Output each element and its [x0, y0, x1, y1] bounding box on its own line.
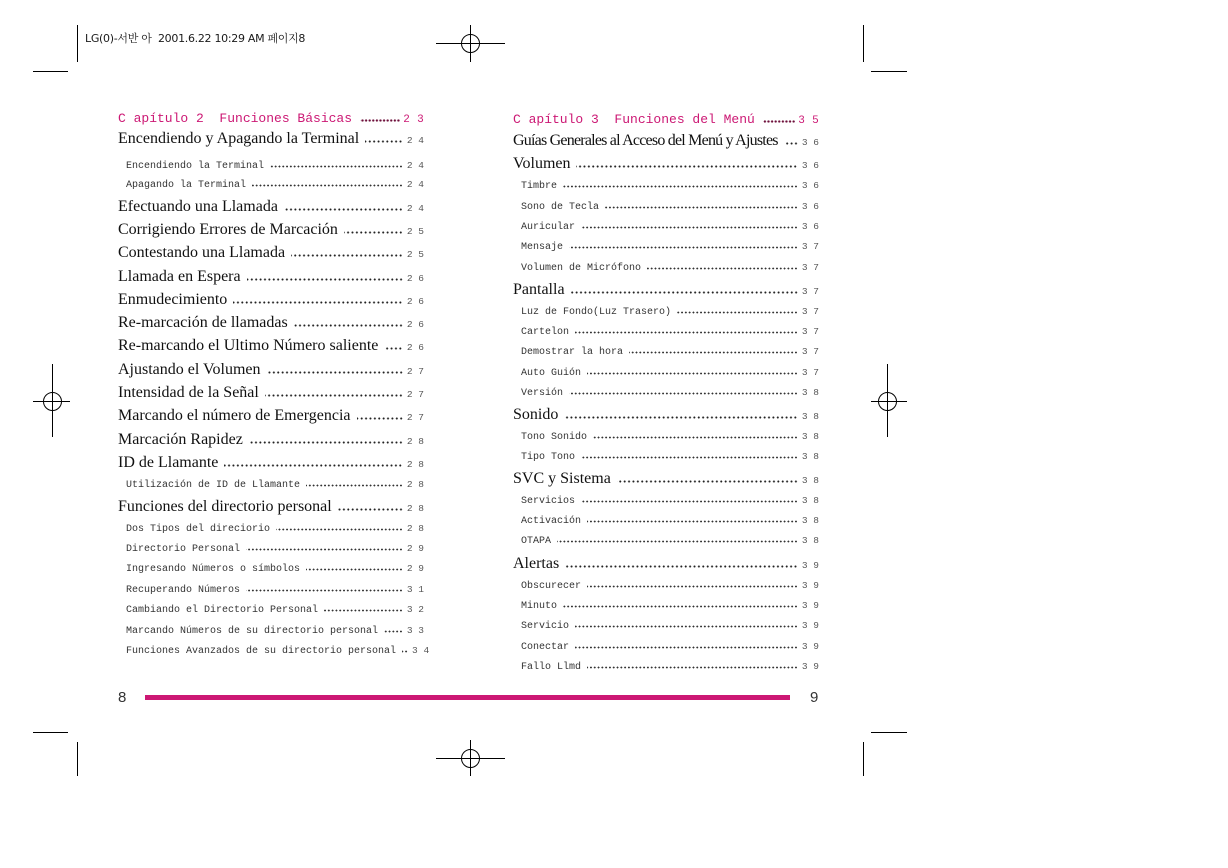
page-number: 2 6	[406, 273, 424, 284]
entry-title: Marcando Números de su directorio personal	[126, 625, 379, 637]
page-number: 2 8	[406, 459, 424, 470]
dot-leader	[576, 165, 797, 168]
dot-leader	[587, 520, 798, 523]
crop-mark-top-left	[33, 25, 78, 72]
toc-subitem-row	[513, 240, 819, 254]
dot-leader	[557, 540, 798, 543]
entry-title: Minuto	[521, 600, 558, 612]
toc-subitem-row	[513, 261, 819, 275]
page-number: 2 9	[406, 562, 424, 574]
dot-leader	[344, 231, 403, 234]
toc-section-row	[513, 405, 819, 425]
dot-leader	[575, 625, 798, 628]
toc-section-row	[118, 336, 424, 356]
toc-subitem-row	[118, 562, 424, 576]
page-number: 2 5	[406, 249, 424, 260]
dot-leader	[291, 254, 403, 257]
page-number: 3 7	[801, 345, 819, 357]
entry-title: Sonido	[513, 406, 559, 423]
entry-title: Efectuando una Llamada	[118, 198, 278, 215]
toc-section-row	[118, 197, 424, 217]
dot-leader	[563, 185, 798, 188]
entry-title: Cartelon	[521, 326, 570, 338]
dot-leader	[284, 208, 403, 211]
dot-leader	[565, 565, 798, 568]
entry-title: OTAPA	[521, 535, 552, 547]
toc-subitem-row	[118, 522, 424, 536]
page-number: 2 7	[406, 366, 424, 377]
entry-title: Enmudecimiento	[118, 291, 228, 308]
registration-mark-top	[436, 25, 505, 62]
entry-title: Sono de Tecla	[521, 201, 600, 213]
page-number: 3 8	[801, 411, 819, 422]
entry-title: Llamada en Espera	[118, 268, 241, 285]
page-number: 2 7	[406, 389, 424, 400]
toc-subitem-row	[513, 494, 819, 508]
page-number: 3 9	[801, 640, 819, 652]
page-number: 3 6	[801, 160, 819, 171]
entry-title: Intensidad de la Señal	[118, 384, 259, 401]
toc-subitem-row	[118, 624, 424, 638]
dot-leader	[569, 392, 798, 395]
toc-section-row	[118, 313, 424, 333]
chapter-title: C apítulo 3 Funciones del Menú	[513, 112, 755, 127]
page-number: 3 9	[801, 579, 819, 591]
toc-subitem-row	[513, 599, 819, 613]
page-number: 2 5	[406, 226, 424, 237]
page-number: 3 6	[801, 200, 819, 212]
toc-section-row	[118, 220, 424, 240]
toc-column-left	[118, 0, 430, 690]
page-number: 2 4	[406, 178, 424, 190]
page-number: 3 6	[801, 137, 819, 148]
dot-leader	[402, 650, 408, 653]
dot-leader	[384, 347, 403, 350]
entry-title: Ajustando el Volumen	[118, 361, 261, 378]
entry-title: Marcando el número de Emergencia	[118, 407, 351, 424]
dot-leader	[249, 441, 403, 444]
dot-leader	[267, 371, 403, 374]
dot-leader	[265, 394, 403, 397]
dot-leader	[587, 372, 798, 375]
dot-leader	[357, 417, 403, 420]
page-number: 2 3	[403, 114, 424, 126]
dot-leader	[587, 666, 798, 669]
entry-title: Fallo Llmd	[521, 661, 582, 673]
entry-title: Volumen	[513, 155, 571, 172]
toc-section-row	[118, 497, 424, 517]
entry-title: Mensaje	[521, 241, 564, 253]
toc-subitem-row	[513, 660, 819, 674]
toc-section-row	[118, 360, 424, 380]
page-number: 3 6	[801, 179, 819, 191]
entry-title: Apagando la Terminal	[126, 179, 247, 191]
toc-subitem-row	[513, 179, 819, 193]
page-number: 3 4	[412, 644, 430, 656]
entry-title: Cambiando el Directorio Personal	[126, 604, 319, 616]
dot-leader	[365, 140, 403, 143]
dot-leader	[306, 568, 403, 571]
toc-subitem-row	[513, 305, 819, 319]
toc-subitem-row	[513, 579, 819, 593]
toc-subitem-row	[513, 366, 819, 380]
page-number: 2 7	[406, 412, 424, 423]
entry-title: Servicios	[521, 495, 576, 507]
entry-title: Auto Guión	[521, 367, 582, 379]
dot-leader	[324, 609, 403, 612]
page-number: 3 1	[406, 583, 424, 595]
page-number: 3 7	[801, 240, 819, 252]
page-number: 3 9	[801, 619, 819, 631]
page-number: 2 6	[406, 296, 424, 307]
entry-title: Servicio	[521, 620, 570, 632]
dot-leader	[593, 436, 798, 439]
toc-subitem-row	[118, 542, 424, 556]
toc-section-row	[513, 469, 819, 489]
entry-title: Encendiendo la Terminal	[126, 160, 265, 172]
dot-leader	[575, 646, 798, 649]
toc-section-row	[118, 383, 424, 403]
toc-subitem-row	[513, 534, 819, 548]
toc-subitem-row	[118, 583, 424, 597]
toc-section-row	[513, 154, 819, 174]
dot-leader	[338, 508, 403, 511]
dot-leader	[784, 142, 798, 145]
dot-leader	[252, 184, 403, 187]
page-number: 2 9	[406, 542, 424, 554]
page-number: 2 4	[406, 203, 424, 214]
dot-leader	[581, 500, 798, 503]
page-number: 3 8	[801, 386, 819, 398]
entry-title: Funciones del directorio personal	[118, 498, 332, 515]
dot-leader	[246, 589, 403, 592]
dot-leader	[617, 480, 798, 483]
entry-title: Conectar	[521, 641, 570, 653]
page-number: 2 6	[406, 342, 424, 353]
entry-title: Ingresando Números o símbolos	[126, 563, 301, 575]
dot-leader	[384, 630, 403, 633]
page-number: 2 8	[406, 522, 424, 534]
dot-leader	[294, 324, 403, 327]
toc-section-row	[513, 554, 819, 574]
folio-left: 8	[118, 689, 127, 706]
entry-title: Utilización de ID de Llamante	[126, 479, 301, 491]
page-number: 2 6	[406, 319, 424, 330]
page-number: 2 8	[406, 478, 424, 490]
entry-title: Volumen de Micrófono	[521, 262, 642, 274]
entry-title: Obscurecer	[521, 580, 582, 592]
footer-rule	[145, 695, 790, 700]
dot-leader	[224, 464, 402, 467]
toc-subitem-row	[513, 430, 819, 444]
dot-leader	[276, 528, 403, 531]
dot-leader	[677, 311, 798, 314]
print-slug: LG(0)-서반 아 2001.6.22 10:29 AM 페이지8	[85, 32, 306, 45]
dot-leader	[563, 605, 798, 608]
page-number: 3 8	[801, 450, 819, 462]
page-number: 2 8	[406, 436, 424, 447]
page-number: 3 8	[801, 430, 819, 442]
entry-title: Tipo Tono	[521, 451, 576, 463]
entry-title: Re-marcación de llamadas	[118, 314, 288, 331]
page-number: 3 8	[801, 534, 819, 546]
dot-leader	[571, 291, 798, 294]
toc-subitem-row	[118, 478, 424, 492]
entry-title: Directorio Personal	[126, 543, 241, 555]
entry-title: Dos Tipos del direciorio	[126, 523, 271, 535]
dot-leader	[564, 416, 798, 419]
entry-title: Demostrar la hora	[521, 346, 624, 358]
toc-section-row	[513, 280, 819, 300]
entry-title: Luz de Fondo(Luz Trasero)	[521, 306, 672, 318]
entry-title: Corrigiendo Errores de Marcación	[118, 221, 338, 238]
toc-subitem-row	[513, 220, 819, 234]
crop-mark-bottom-left	[33, 733, 78, 777]
toc-subitem-row	[118, 159, 424, 173]
toc-section-row	[118, 453, 424, 473]
page-number: 3 7	[801, 286, 819, 297]
dot-leader	[569, 246, 798, 249]
chapter-heading	[118, 111, 424, 127]
toc-subitem-row	[513, 619, 819, 633]
toc-subitem-row	[118, 644, 430, 658]
entry-title: Funciones Avanzados de su directorio personal	[126, 645, 397, 657]
dot-leader	[647, 267, 798, 270]
dot-leader	[605, 206, 798, 209]
toc-section-row	[118, 243, 424, 263]
crop-mark-top-right	[864, 25, 908, 72]
dot-leader	[246, 548, 403, 551]
dot-leader	[581, 226, 798, 229]
toc-section-row	[118, 267, 424, 287]
dot-leader	[233, 301, 403, 304]
toc-subitem-row	[118, 603, 424, 617]
page-number: 3 7	[801, 366, 819, 378]
page-number: 3 9	[801, 599, 819, 611]
toc-subitem-row	[513, 200, 819, 214]
page-number: 3 6	[801, 220, 819, 232]
toc-section-row	[118, 129, 424, 149]
dot-leader	[629, 351, 798, 354]
chapter-title: C apítulo 2 Funciones Básicas	[118, 111, 353, 126]
page-number: 2 8	[406, 503, 424, 514]
toc-column-right	[513, 0, 819, 690]
toc-subitem-row	[513, 450, 819, 464]
entry-title: Guías Generales al Acceso del Menú y Ajustes	[513, 132, 778, 149]
page-number: 3 7	[801, 305, 819, 317]
toc-subitem-row	[118, 178, 424, 192]
page-number: 3 7	[801, 325, 819, 337]
entry-title: Contestando una Llamada	[118, 244, 286, 261]
dot-leader	[270, 165, 403, 168]
dot-leader	[360, 119, 400, 122]
dot-leader	[575, 331, 798, 334]
page-number: 2 4	[406, 159, 424, 171]
entry-title: Recuperando Números	[126, 584, 241, 596]
page-number: 3 5	[798, 115, 819, 127]
toc-subitem-row	[513, 514, 819, 528]
entry-title: Activación	[521, 515, 582, 527]
entry-title: Re-marcando el Ultimo Número saliente	[118, 337, 379, 354]
page-number: 2 4	[406, 135, 424, 146]
entry-title: SVC y Sistema	[513, 470, 611, 487]
crop-mark-bottom-right	[864, 733, 908, 777]
dot-leader	[763, 120, 795, 123]
page-number: 3 3	[406, 624, 424, 636]
registration-mark-left	[33, 364, 70, 437]
entry-title: ID de Llamante	[118, 454, 219, 471]
entry-title: Timbre	[521, 180, 558, 192]
page-number: 3 8	[801, 514, 819, 526]
entry-title: Alertas	[513, 555, 560, 572]
page-number: 3 7	[801, 261, 819, 273]
page-number: 3 8	[801, 475, 819, 486]
dot-leader	[247, 278, 403, 281]
toc-section-row	[513, 131, 819, 151]
chapter-heading	[513, 112, 819, 128]
toc-section-row	[118, 406, 424, 426]
dot-leader	[581, 456, 798, 459]
entry-title: Auricular	[521, 221, 576, 233]
toc-section-row	[118, 290, 424, 310]
registration-mark-right	[871, 364, 907, 437]
toc-subitem-row	[513, 345, 819, 359]
entry-title: Tono Sonido	[521, 431, 588, 443]
folio-right: 9	[810, 689, 819, 706]
entry-title: Pantalla	[513, 281, 565, 298]
registration-mark-bottom	[436, 740, 505, 776]
toc-subitem-row	[513, 640, 819, 654]
toc-subitem-row	[513, 386, 819, 400]
page-number: 3 2	[406, 603, 424, 615]
entry-title: Encendiendo y Apagando la Terminal	[118, 130, 360, 147]
page-number: 3 9	[801, 660, 819, 672]
toc-subitem-row	[513, 325, 819, 339]
page-number: 3 8	[801, 494, 819, 506]
entry-title: Versión	[521, 387, 564, 399]
toc-section-row	[118, 430, 424, 450]
page-number: 3 9	[801, 560, 819, 571]
entry-title: Marcación Rapidez	[118, 431, 243, 448]
dot-leader	[306, 484, 403, 487]
dot-leader	[587, 585, 798, 588]
